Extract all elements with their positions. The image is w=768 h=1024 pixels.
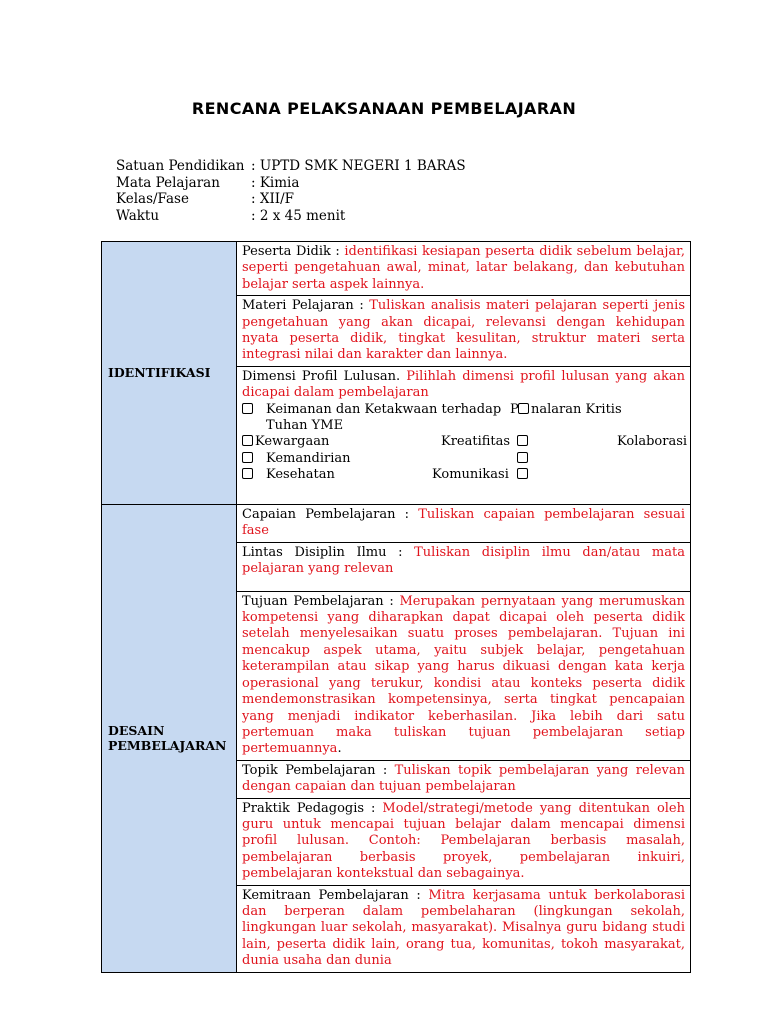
tujuan-text: Merupakan pernyataan yang merumuskan kompetensi yang diharapkan dapat dicapai oleh peserta didik setelah menyelesaikan suatu proses pembelajaran. Tujuan ini mencakup aspek utama, yaitu subjek belajar, pengetahuan keterampilan atau sikap yang harus dikuasi dengan kata kerja operasional yang terukur, kondisi atau konteks peserta didik mendemonstrasikan kompetensinya, serta tingkat pencapaian yang menjadi indikator keberhasilan. Jika lebih dari satu pertemuan maka tuliskan tujuan pembelajaran setiap pertemuannya <box>242 593 686 757</box>
lintas-label: Lintas Disiplin Ilmu : <box>242 544 415 560</box>
checkbox-penalaran[interactable] <box>518 403 529 414</box>
materi-label: Materi Pelajaran : <box>242 298 370 314</box>
section-identifikasi <box>102 242 237 505</box>
lintas-disiplin-cell <box>237 542 691 591</box>
topik-label: Topik Pembelajaran : <box>242 762 395 778</box>
capaian-text: Tuliskan capaian pembelajaran sesuai fase <box>242 506 685 539</box>
section-identifikasi-label: IDENTIFIKASI <box>108 365 211 381</box>
meta-value: : 2 x 45 menit <box>251 207 346 224</box>
checkbox-kemandirian[interactable] <box>242 452 253 463</box>
meta-value: : XII/F <box>251 191 295 208</box>
meta-label: Waktu <box>116 207 160 224</box>
option-penalaran-b: nalaran Kritis <box>531 401 622 417</box>
dimensi-profil-cell <box>237 366 691 504</box>
checkbox-komunikasi[interactable] <box>517 468 528 479</box>
meta-row <box>116 208 466 225</box>
meta-value: : Kimia <box>251 174 300 191</box>
peserta-didik-label: Peserta Didik : <box>242 244 345 259</box>
section-desain-label-1: DESAIN <box>108 723 165 739</box>
dimensi-label: Dimensi Profil Lulusan. <box>242 368 407 384</box>
tujuan-label: Tujuan Pembelajaran : <box>242 593 400 609</box>
rpp-table <box>101 241 691 973</box>
kemitraan-cell <box>237 885 691 972</box>
meta-label: Kelas/Fase <box>116 191 189 208</box>
kemitraan-label: Kemitraan Pembelajaran : <box>242 887 429 903</box>
checkbox-kewargaan[interactable] <box>242 435 253 446</box>
option-penalaran-a: P <box>510 401 519 417</box>
checkbox-kolaborasi[interactable] <box>517 452 528 463</box>
capaian-cell <box>237 504 691 542</box>
option-kesehatan: Kesehatan <box>266 467 335 483</box>
tujuan-cell <box>237 591 691 760</box>
praktik-pedagogis-cell <box>237 798 691 885</box>
meta-row <box>116 158 466 175</box>
checkbox-keimanan[interactable] <box>242 403 253 414</box>
lintas-text: Tuliskan disiplin ilmu dan/atau mata pelajaran yang relevan <box>242 544 685 577</box>
peserta-didik-cell <box>237 242 691 296</box>
section-desain <box>102 504 237 972</box>
meta-info <box>116 158 466 224</box>
meta-row <box>116 175 466 192</box>
dimensi-text: Pilihlah dimensi profil lulusan yang akan dicapai dalam pembelajaran <box>242 368 686 401</box>
option-kolaborasi: Kolaborasi <box>617 434 688 450</box>
materi-pelajaran-cell <box>237 296 691 367</box>
peserta-didik-text: identifikasi kesiapan peserta didik sebelum belajar, seperti pengetahuan awal, minat, latar belakang, dan kebutuhan belajar serta aspek lainnya. <box>242 244 686 292</box>
option-kewargaan: Kewargaan <box>255 434 330 450</box>
capaian-label: Capaian Pembelajaran : <box>242 506 419 522</box>
option-keimanan: Keimanan dan Ketakwaan terhadap <box>266 401 502 417</box>
tujuan-end: . <box>337 741 342 757</box>
praktik-text: Model/strategi/metode yang ditentukan oleh guru untuk mencapai tujuan belajar dalam mencapai dimensi profil lulusan. Contoh: Pembelajaran berbasis masalah, pembelajaran berbasis proyek, pembelajaran inkuiri, pembelajaran kontekstual dan sebagainya. <box>242 800 685 882</box>
option-keimanan-cont: Tuhan YME <box>266 418 344 434</box>
option-komunikasi: Komunikasi <box>432 467 509 483</box>
praktik-label: Praktik Pedagogis : <box>242 800 383 816</box>
checkbox-kreatifitas[interactable] <box>517 435 528 446</box>
kemitraan-text: Mitra kerjasama untuk berkolaborasi dan berperan dalam pembelaharan (lingkungan sekolah, lingkungan luar sekolah, masyarakat). Misalnya guru bidang studi lain, peserta didik lain, orang tua, komunitas, tokoh masyarakat, dunia usaha dan dunia <box>242 887 686 969</box>
page-title: RENCANA PELAKSANAAN PEMBELAJARAN <box>191 99 577 118</box>
meta-row <box>116 191 466 208</box>
meta-label: Satuan Pendidikan <box>116 158 245 174</box>
materi-text: Tuliskan analisis materi pelajaran seperti jenis pengetahuan yang akan dicapai, relevansi dengan kehidupan nyata peserta didik, tingkat kesulitan, struktur materi serta integrasi nilai dan karakter dan lainnya. <box>242 298 685 363</box>
checkbox-kesehatan[interactable] <box>242 468 253 479</box>
section-desain-label-2: PEMBELAJARAN <box>108 738 227 754</box>
option-kemandirian: Kemandirian <box>266 450 351 466</box>
meta-value: : UPTD SMK NEGERI 1 BARAS <box>251 158 466 174</box>
topik-text: Tuliskan topik pembelajaran yang relevan dengan capaian dan tujuan pembelajaran <box>242 762 685 795</box>
option-kreatifitas: Kreatifitas <box>441 434 511 450</box>
topik-cell <box>237 760 691 798</box>
meta-label: Mata Pelajaran <box>116 174 220 191</box>
